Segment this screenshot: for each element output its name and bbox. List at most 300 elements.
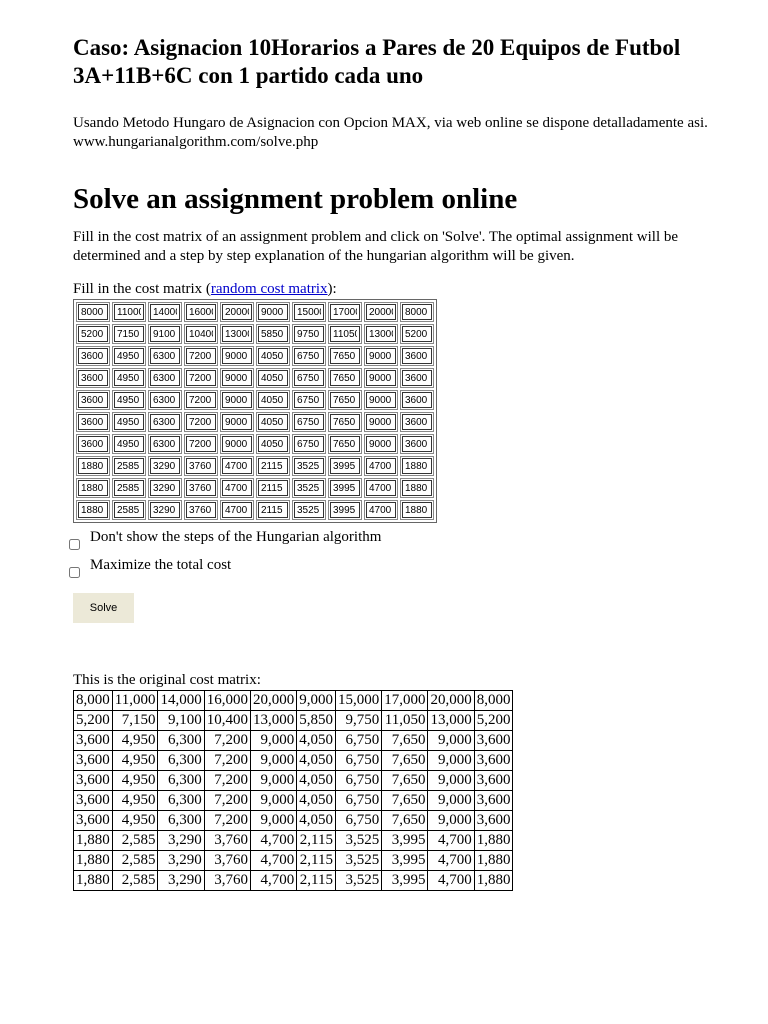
original-matrix-cell: 16,000 xyxy=(204,691,250,711)
input-matrix-row xyxy=(76,390,434,410)
original-matrix-cell: 1,880 xyxy=(474,831,513,851)
input-matrix-cell xyxy=(220,368,254,388)
input-matrix-cell xyxy=(328,390,362,410)
input-matrix-cell xyxy=(256,390,290,410)
input-matrix-cell xyxy=(148,368,182,388)
original-matrix-cell: 4,050 xyxy=(297,751,336,771)
original-matrix-row xyxy=(74,711,513,731)
original-matrix-row xyxy=(74,811,513,831)
original-matrix-cell: 7,650 xyxy=(382,811,428,831)
input-matrix-cell xyxy=(328,500,362,520)
random-cost-matrix-link[interactable]: random cost matrix xyxy=(210,281,328,297)
original-matrix-cell: 7,200 xyxy=(204,791,250,811)
original-matrix-cell: 3,600 xyxy=(74,731,113,751)
intro-text: Usando Metodo Hungaro de Asignacion con Opcion MAX, via web online se dispone detalladamente asi. xyxy=(73,115,708,131)
input-matrix-cell xyxy=(292,478,326,498)
original-matrix-cell: 1,880 xyxy=(474,871,513,891)
original-matrix-row xyxy=(74,791,513,811)
cost-input-field[interactable] xyxy=(150,480,180,496)
original-matrix-cell: 7,200 xyxy=(204,811,250,831)
solve-description: Fill in the cost matrix of an assignment problem and click on 'Solve'. The optimal assignment will be determined and a step by step explanation of the hungarian algorithm will be given. xyxy=(73,229,679,264)
cost-input-field[interactable] xyxy=(186,370,216,386)
cost-input-field[interactable] xyxy=(294,348,324,364)
cost-input-field[interactable] xyxy=(78,458,108,474)
cost-input-field[interactable] xyxy=(78,436,108,452)
cost-input-field[interactable] xyxy=(294,436,324,452)
original-matrix-cell: 6,750 xyxy=(335,791,381,811)
input-matrix-cell xyxy=(220,324,254,344)
hide-steps-label: Don't show the steps of the Hungarian algorithm xyxy=(90,529,382,545)
cost-input-field[interactable] xyxy=(402,502,432,518)
original-matrix-cell: 4,700 xyxy=(428,871,474,891)
cost-input-field[interactable] xyxy=(150,370,180,386)
cost-input-field[interactable] xyxy=(402,326,432,342)
original-matrix-cell: 3,600 xyxy=(74,791,113,811)
original-matrix-cell: 4,950 xyxy=(112,771,158,791)
input-matrix-cell xyxy=(184,368,218,388)
input-matrix-cell xyxy=(76,368,110,388)
cost-input-field[interactable] xyxy=(402,304,432,320)
input-matrix-cell xyxy=(184,346,218,366)
input-matrix-cell xyxy=(148,478,182,498)
original-matrix-cell: 3,760 xyxy=(204,831,250,851)
cost-input-field[interactable] xyxy=(222,458,252,474)
input-matrix-row xyxy=(76,412,434,432)
original-matrix-cell: 7,200 xyxy=(204,751,250,771)
cost-input-field[interactable] xyxy=(366,458,396,474)
input-matrix-cell xyxy=(364,368,398,388)
maximize-label: Maximize the total cost xyxy=(90,557,232,573)
input-matrix-cell xyxy=(292,412,326,432)
input-matrix-cell xyxy=(112,324,146,344)
original-matrix-cell: 13,000 xyxy=(250,711,296,731)
fill-instructions xyxy=(73,280,743,299)
original-matrix-cell: 20,000 xyxy=(428,691,474,711)
input-matrix-cell xyxy=(184,302,218,322)
original-matrix-cell: 2,585 xyxy=(112,851,158,871)
cost-input-field[interactable] xyxy=(366,436,396,452)
input-matrix-cell xyxy=(256,368,290,388)
original-matrix-cell: 4,050 xyxy=(297,731,336,751)
cost-input-field[interactable] xyxy=(366,392,396,408)
cost-input-field[interactable] xyxy=(330,480,360,496)
original-matrix-cell: 11,050 xyxy=(382,711,428,731)
cost-input-field[interactable] xyxy=(294,392,324,408)
input-matrix-cell xyxy=(220,412,254,432)
original-matrix-cell: 9,000 xyxy=(297,691,336,711)
cost-input-field[interactable] xyxy=(258,436,288,452)
cost-input-field[interactable] xyxy=(78,480,108,496)
cost-input-field[interactable] xyxy=(366,502,396,518)
original-matrix-cell: 7,650 xyxy=(382,791,428,811)
cost-input-field[interactable] xyxy=(258,348,288,364)
cost-input-field[interactable] xyxy=(186,348,216,364)
original-matrix-cell: 8,000 xyxy=(474,691,513,711)
cost-input-field[interactable] xyxy=(222,326,252,342)
input-matrix-cell xyxy=(364,434,398,454)
cost-input-field[interactable] xyxy=(402,414,432,430)
cost-input-field[interactable] xyxy=(258,458,288,474)
cost-input-field[interactable] xyxy=(78,348,108,364)
input-matrix-cell xyxy=(400,456,434,476)
cost-input-field[interactable] xyxy=(330,502,360,518)
cost-input-field[interactable] xyxy=(78,502,108,518)
original-matrix-cell: 6,300 xyxy=(158,751,204,771)
original-matrix-cell: 20,000 xyxy=(250,691,296,711)
original-matrix-cell: 7,200 xyxy=(204,771,250,791)
cost-input-field[interactable] xyxy=(150,392,180,408)
cost-input-field[interactable] xyxy=(114,370,144,386)
input-matrix-cell xyxy=(112,390,146,410)
cost-input-field[interactable] xyxy=(402,458,432,474)
input-matrix-cell xyxy=(400,500,434,520)
cost-input-field[interactable] xyxy=(258,502,288,518)
input-matrix-cell xyxy=(364,456,398,476)
input-matrix-cell xyxy=(148,412,182,432)
cost-input-field[interactable] xyxy=(294,370,324,386)
original-matrix-cell: 3,600 xyxy=(474,791,513,811)
input-matrix-cell xyxy=(400,368,434,388)
input-matrix-row xyxy=(76,346,434,366)
cost-input-field[interactable] xyxy=(330,370,360,386)
input-matrix-cell xyxy=(256,302,290,322)
input-matrix-cell xyxy=(220,346,254,366)
original-matrix-cell: 4,700 xyxy=(250,871,296,891)
original-matrix-cell: 6,750 xyxy=(335,811,381,831)
cost-input-field[interactable] xyxy=(222,392,252,408)
input-matrix-cell xyxy=(256,456,290,476)
original-matrix-row xyxy=(74,731,513,751)
cost-input-field[interactable] xyxy=(294,502,324,518)
original-matrix-cell: 9,000 xyxy=(250,751,296,771)
input-matrix-cell xyxy=(76,302,110,322)
original-matrix-cell: 4,950 xyxy=(112,731,158,751)
input-matrix-cell xyxy=(76,478,110,498)
cost-input-field[interactable] xyxy=(366,480,396,496)
cost-input-field[interactable] xyxy=(150,414,180,430)
original-matrix-cell: 3,525 xyxy=(335,871,381,891)
cost-input-field[interactable] xyxy=(150,304,180,320)
original-matrix-row xyxy=(74,751,513,771)
original-matrix-cell: 3,525 xyxy=(335,851,381,871)
input-matrix-cell xyxy=(328,324,362,344)
cost-input-field[interactable] xyxy=(330,414,360,430)
cost-input-field[interactable] xyxy=(114,502,144,518)
cost-input-field[interactable] xyxy=(258,370,288,386)
original-matrix-cell: 4,050 xyxy=(297,791,336,811)
cost-input-field[interactable] xyxy=(222,370,252,386)
input-matrix-cell xyxy=(112,412,146,432)
cost-input-field[interactable] xyxy=(78,326,108,342)
original-matrix-cell: 4,700 xyxy=(428,851,474,871)
cost-input-field[interactable] xyxy=(222,414,252,430)
original-matrix-cell: 3,995 xyxy=(382,831,428,851)
cost-input-field[interactable] xyxy=(402,370,432,386)
cost-input-field[interactable] xyxy=(222,304,252,320)
cost-input-field[interactable] xyxy=(78,370,108,386)
cost-input-field[interactable] xyxy=(402,348,432,364)
original-matrix-cell: 9,000 xyxy=(250,811,296,831)
original-matrix-cell: 3,525 xyxy=(335,831,381,851)
cost-input-field[interactable] xyxy=(366,370,396,386)
original-matrix-cell: 6,750 xyxy=(335,771,381,791)
original-matrix-cell: 6,750 xyxy=(335,751,381,771)
hide-steps-checkbox[interactable] xyxy=(69,539,80,550)
cost-input-field[interactable] xyxy=(186,480,216,496)
input-matrix-cell xyxy=(292,346,326,366)
input-matrix-cell xyxy=(112,368,146,388)
input-matrix-cell xyxy=(328,456,362,476)
original-matrix-cell: 4,050 xyxy=(297,811,336,831)
cost-input-field[interactable] xyxy=(222,480,252,496)
original-matrix-cell: 3,600 xyxy=(474,811,513,831)
input-matrix-cell xyxy=(76,412,110,432)
original-matrix-cell: 1,880 xyxy=(474,851,513,871)
original-matrix-cell: 2,585 xyxy=(112,831,158,851)
cost-input-field[interactable] xyxy=(114,304,144,320)
input-matrix-cell xyxy=(292,456,326,476)
fill-prefix: Fill in the cost matrix ( xyxy=(73,281,211,297)
input-matrix-cell xyxy=(220,456,254,476)
cost-input-field[interactable] xyxy=(258,326,288,342)
original-matrix-cell: 6,300 xyxy=(158,731,204,751)
cost-input-field[interactable] xyxy=(330,348,360,364)
original-matrix-label: This is the original cost matrix: xyxy=(73,672,261,688)
original-matrix-cell: 15,000 xyxy=(335,691,381,711)
original-matrix-row xyxy=(74,871,513,891)
input-matrix-cell xyxy=(148,324,182,344)
original-matrix-cell: 17,000 xyxy=(382,691,428,711)
original-matrix-cell: 9,000 xyxy=(428,791,474,811)
input-matrix-cell xyxy=(256,500,290,520)
cost-input-field[interactable] xyxy=(258,414,288,430)
cost-input-field[interactable] xyxy=(186,392,216,408)
cost-input-field[interactable] xyxy=(114,436,144,452)
original-matrix-cell: 3,290 xyxy=(158,851,204,871)
solve-button[interactable]: Solve xyxy=(73,593,134,623)
input-matrix-cell xyxy=(400,412,434,432)
original-matrix-cell: 10,400 xyxy=(204,711,250,731)
input-matrix-cell xyxy=(184,478,218,498)
cost-input-field[interactable] xyxy=(186,414,216,430)
input-matrix-cell xyxy=(400,346,434,366)
input-matrix-cell xyxy=(112,478,146,498)
input-matrix-cell xyxy=(364,390,398,410)
input-matrix-cell xyxy=(112,456,146,476)
input-matrix-row xyxy=(76,500,434,520)
cost-input-field[interactable] xyxy=(402,436,432,452)
input-matrix-cell xyxy=(184,390,218,410)
cost-input-field[interactable] xyxy=(78,392,108,408)
original-matrix-cell: 3,600 xyxy=(74,771,113,791)
cost-input-field[interactable] xyxy=(150,458,180,474)
cost-input-field[interactable] xyxy=(402,480,432,496)
input-matrix-cell xyxy=(76,500,110,520)
cost-input-field[interactable] xyxy=(366,326,396,342)
input-matrix-row xyxy=(76,434,434,454)
original-matrix-cell: 7,650 xyxy=(382,771,428,791)
cost-input-field[interactable] xyxy=(294,414,324,430)
cost-input-field[interactable] xyxy=(330,436,360,452)
input-matrix-cell xyxy=(112,434,146,454)
cost-matrix-input-table xyxy=(73,299,437,523)
cost-input-field[interactable] xyxy=(222,502,252,518)
cost-input-field[interactable] xyxy=(294,480,324,496)
cost-input-field[interactable] xyxy=(294,458,324,474)
cost-input-field[interactable] xyxy=(150,436,180,452)
input-matrix-cell xyxy=(328,412,362,432)
original-matrix-cell: 3,600 xyxy=(474,731,513,751)
cost-input-field[interactable] xyxy=(114,414,144,430)
intro-url: www.hungarianalgorithm.com/solve.php xyxy=(73,134,319,150)
cost-input-field[interactable] xyxy=(258,392,288,408)
input-matrix-cell xyxy=(148,390,182,410)
original-matrix-cell: 3,995 xyxy=(382,851,428,871)
original-matrix-cell: 9,000 xyxy=(250,791,296,811)
cost-input-field[interactable] xyxy=(330,392,360,408)
cost-input-field[interactable] xyxy=(294,304,324,320)
original-matrix-cell: 6,300 xyxy=(158,811,204,831)
original-matrix-cell: 4,050 xyxy=(297,771,336,791)
cost-input-field[interactable] xyxy=(186,326,216,342)
original-matrix-cell: 1,880 xyxy=(74,831,113,851)
original-matrix-cell: 2,115 xyxy=(297,871,336,891)
cost-input-field[interactable] xyxy=(150,502,180,518)
original-matrix-cell: 4,700 xyxy=(428,831,474,851)
input-matrix-cell xyxy=(76,456,110,476)
original-matrix-cell: 9,000 xyxy=(428,811,474,831)
input-matrix-cell xyxy=(256,412,290,432)
input-matrix-cell xyxy=(328,368,362,388)
original-matrix-cell: 9,000 xyxy=(428,751,474,771)
input-matrix-cell xyxy=(256,434,290,454)
cost-input-field[interactable] xyxy=(366,414,396,430)
input-matrix-cell xyxy=(292,368,326,388)
input-matrix-cell xyxy=(292,302,326,322)
cost-input-field[interactable] xyxy=(258,304,288,320)
original-matrix-cell: 3,290 xyxy=(158,831,204,851)
cost-input-field[interactable] xyxy=(114,392,144,408)
input-matrix-cell xyxy=(364,346,398,366)
original-matrix-cell: 3,600 xyxy=(74,811,113,831)
input-matrix-cell xyxy=(256,346,290,366)
original-matrix-cell: 3,600 xyxy=(74,751,113,771)
input-matrix-cell xyxy=(148,500,182,520)
cost-input-field[interactable] xyxy=(114,458,144,474)
input-matrix-cell xyxy=(364,302,398,322)
cost-input-field[interactable] xyxy=(402,392,432,408)
intro-paragraph xyxy=(73,114,743,152)
original-matrix-row xyxy=(74,691,513,711)
input-matrix-cell xyxy=(184,412,218,432)
input-matrix-row xyxy=(76,302,434,322)
cost-input-field[interactable] xyxy=(258,480,288,496)
original-matrix-cell: 1,880 xyxy=(74,851,113,871)
cost-input-field[interactable] xyxy=(186,458,216,474)
cost-input-field[interactable] xyxy=(330,458,360,474)
cost-input-field[interactable] xyxy=(186,436,216,452)
input-matrix-cell xyxy=(292,324,326,344)
cost-input-field[interactable] xyxy=(186,502,216,518)
input-matrix-cell xyxy=(220,434,254,454)
original-matrix-cell: 13,000 xyxy=(428,711,474,731)
cost-input-field[interactable] xyxy=(78,304,108,320)
original-matrix-cell: 7,150 xyxy=(112,711,158,731)
cost-input-field[interactable] xyxy=(366,348,396,364)
original-matrix-cell: 2,115 xyxy=(297,831,336,851)
input-matrix-cell xyxy=(328,302,362,322)
input-matrix-cell xyxy=(400,324,434,344)
cost-input-field[interactable] xyxy=(78,414,108,430)
cost-input-field[interactable] xyxy=(150,348,180,364)
cost-input-field[interactable] xyxy=(186,304,216,320)
cost-input-field[interactable] xyxy=(222,436,252,452)
original-matrix-cell: 6,750 xyxy=(335,731,381,751)
original-matrix-row xyxy=(74,831,513,851)
original-matrix-cell: 5,850 xyxy=(297,711,336,731)
cost-input-field[interactable] xyxy=(330,326,360,342)
original-matrix-cell: 9,100 xyxy=(158,711,204,731)
original-matrix-cell: 9,750 xyxy=(335,711,381,731)
original-matrix-cell: 4,950 xyxy=(112,791,158,811)
maximize-option xyxy=(73,557,743,585)
original-matrix-cell: 9,000 xyxy=(428,731,474,751)
input-matrix-cell xyxy=(148,434,182,454)
input-matrix-cell xyxy=(328,478,362,498)
cost-input-field[interactable] xyxy=(366,304,396,320)
input-matrix-cell xyxy=(364,500,398,520)
input-matrix-cell xyxy=(400,478,434,498)
maximize-checkbox[interactable] xyxy=(69,567,80,578)
original-matrix-cell: 4,700 xyxy=(250,851,296,871)
page-title: Caso: Asignacion 10Horarios a Pares de 20 Equipos de Futbol 3A+11B+6C con 1 partido cada uno xyxy=(73,35,681,88)
cost-input-field[interactable] xyxy=(330,304,360,320)
page-content xyxy=(73,34,743,891)
original-matrix-row xyxy=(74,771,513,791)
solve-heading: Solve an assignment problem online xyxy=(73,183,518,215)
cost-input-field[interactable] xyxy=(222,348,252,364)
input-matrix-cell xyxy=(148,456,182,476)
original-matrix-cell: 9,000 xyxy=(428,771,474,791)
input-matrix-row xyxy=(76,456,434,476)
input-matrix-cell xyxy=(400,302,434,322)
input-matrix-cell xyxy=(184,500,218,520)
input-matrix-cell xyxy=(184,434,218,454)
cost-input-field[interactable] xyxy=(294,326,324,342)
input-matrix-cell xyxy=(292,390,326,410)
original-matrix-cell: 7,650 xyxy=(382,731,428,751)
input-matrix-cell xyxy=(256,478,290,498)
original-matrix-cell: 14,000 xyxy=(158,691,204,711)
input-matrix-cell xyxy=(184,324,218,344)
cost-input-field[interactable] xyxy=(114,326,144,342)
original-matrix-cell: 3,760 xyxy=(204,851,250,871)
original-matrix-cell: 9,000 xyxy=(250,771,296,791)
cost-input-field[interactable] xyxy=(150,326,180,342)
input-matrix-cell xyxy=(292,500,326,520)
cost-input-field[interactable] xyxy=(114,348,144,364)
cost-input-field[interactable] xyxy=(114,480,144,496)
original-matrix-cell: 3,600 xyxy=(474,751,513,771)
input-matrix-cell xyxy=(400,434,434,454)
hide-steps-option xyxy=(73,529,743,557)
input-matrix-cell xyxy=(328,346,362,366)
original-matrix-cell: 3,290 xyxy=(158,871,204,891)
input-matrix-cell xyxy=(328,434,362,454)
original-matrix-cell: 3,600 xyxy=(474,771,513,791)
original-matrix-cell: 1,880 xyxy=(74,871,113,891)
input-matrix-cell xyxy=(184,456,218,476)
